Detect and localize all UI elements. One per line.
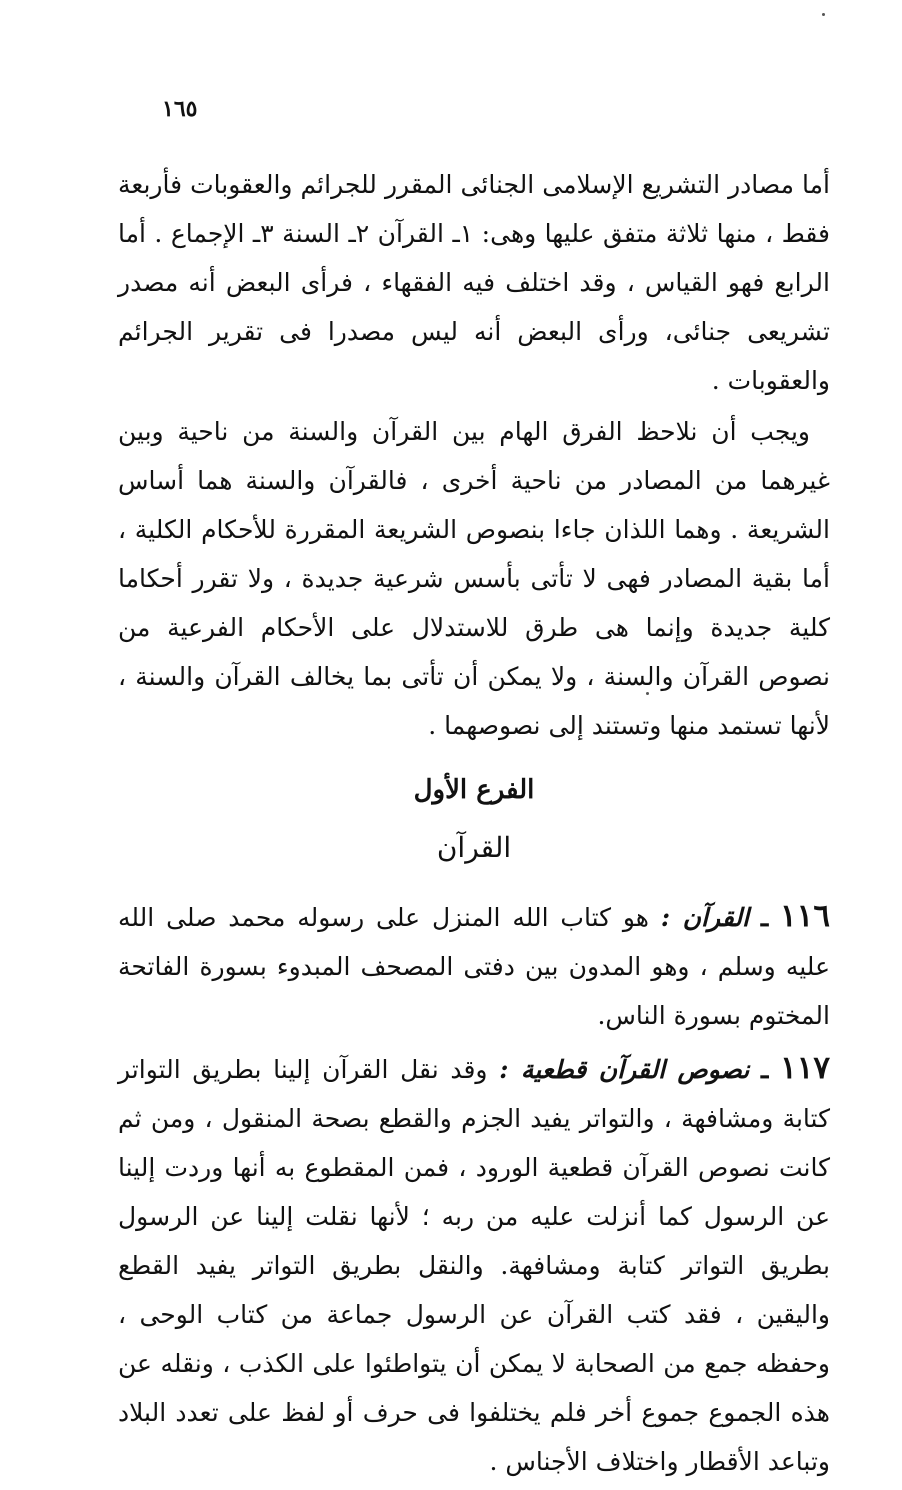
item-dash: ـ xyxy=(760,903,769,932)
sources-distinction-paragraph: ويجب أن نلاحظ الفرق الهام بين القرآن والسنة من ناحية وبين غيرهما من المصادر من ناحية أخرى ، فالقرآن والسنة هما أساس الشريعة . وهما اللذان جاءا بنصوص الشريعة المقررة للأحكام الكلية ، أما بقية المصادر فهى لا تأتى بأسس شرعية جديدة ، ولا تقرر أحكاما كلية جديدة وإنما هى طرق للاستدلال على الأحكام الفرعية من نصوص القرآن والسنة ، ولا يمكن أن تأتى بما يخالف القرآن والسنة ، لأنها تستمد منها وتستند إلى نصوصهما . xyxy=(118,417,830,740)
item-dash: ـ xyxy=(761,1055,769,1084)
item-text: هو كتاب الله المنزل على رسوله محمد صلى الله عليه وسلم ، وهو المدون بين دفتى المصحف المبدوء بسورة الفاتحة المختوم بسورة الناس. xyxy=(118,903,830,1030)
item-number: ١١٧ xyxy=(780,1050,831,1086)
section-subheading: القرآن xyxy=(436,831,512,864)
section-heading: الفرع الأول xyxy=(413,775,535,805)
item-term: القرآن : xyxy=(660,903,749,932)
numbered-item-116 xyxy=(118,892,830,1040)
scan-speck xyxy=(822,13,825,16)
item-number: ١١٦ xyxy=(780,898,830,934)
page-body xyxy=(118,160,830,1490)
page-number: ١٦٥ xyxy=(162,96,198,122)
item-text: وقد نقل القرآن إلينا بطريق التواتر كتابة ومشافهة ، والتواتر يفيد الجزم والقطع بصحة المنقول ، ومن ثم كانت نصوص القرآن قطعية الورود ، فمن المقطوع به أنها وردت إلينا عن الرسول كما أنزلت عليه من ربه ؛ لأنها نقلت إلينا عن الرسول بطريق التواتر كتابة ومشافهة. والنقل بطريق التواتر يفيد القطع واليقين ، فقد كتب القرآن عن الرسول جماعة من كتاب الوحى ، وحفظه جمع من الصحابة لا يمكن أن يتواطئوا على الكذب ، ونقله عن هذه الجموع جموع أخر فلم يختلفوا فى حرف أو لفظ على تعدد البلاد وتباعد الأقطار واختلاف الأجناس . xyxy=(118,1055,830,1476)
numbered-item-117 xyxy=(118,1044,830,1486)
item-term: نصوص القرآن قطعية : xyxy=(499,1055,750,1084)
intro-paragraph: أما مصادر التشريع الإسلامى الجنائى المقرر للجرائم والعقوبات فأربعة فقط ، منها ثلاثة متفق عليها وهى: ١ـ القرآن ٢ـ السنة ٣ـ الإجماع . أما الرابع فهو القياس ، وقد اختلف فيه الفقهاء ، فرأى البعض أنه مصدر تشريعى جنائى، ورأى البعض أنه ليس مصدرا فى تقرير الجرائم والعقوبات . xyxy=(118,170,830,395)
